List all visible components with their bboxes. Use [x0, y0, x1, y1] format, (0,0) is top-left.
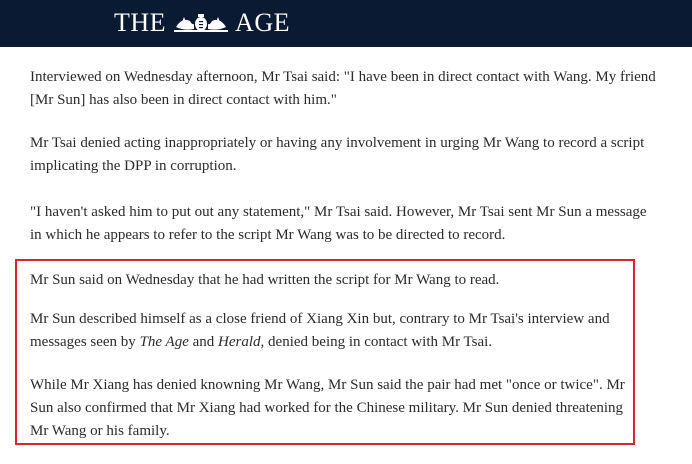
coat-of-arms-icon [172, 11, 230, 35]
paragraph-text-segment: and [188, 334, 219, 350]
masthead-logo[interactable] [114, 8, 290, 38]
article-paragraph: While Mr Xiang has denied knowning Mr Wang, Mr Sun said the pair had met "once or twice". Mr Sun also confirmed that Mr Xiang had worked for the Chinese military. Mr Sun denied threatening Mr Wang or his family. [30, 377, 625, 439]
paragraph-text-segment: , denied being in contact with Mr Tsai. [260, 334, 493, 350]
site-header [0, 0, 692, 47]
highlight-annotation-box [15, 259, 635, 445]
masthead-the: THE [114, 8, 167, 37]
article-paragraph: "I haven't asked him to put out any statement," Mr Tsai said. However, Mr Tsai sent Mr Sun a message in which he appears to refer to the script Mr Wang was to be directed to record. [30, 204, 647, 243]
publication-name: Herald [218, 334, 261, 350]
article-paragraph: Mr Tsai denied acting inappropriately or having any involvement in urging Mr Wang to record a script implicating the DPP in corruption. [30, 135, 645, 174]
paragraph-text-segment: Mr Sun described himself as a close friend of Xiang Xin but, contrary to Mr Tsai's interview and messages seen by [30, 311, 610, 350]
article-paragraph: Mr Sun said on Wednesday that he had written the script for Mr Wang to read. [30, 272, 500, 288]
article-paragraph: Interviewed on Wednesday afternoon, Mr Tsai said: "I have been in direct contact with Wang. My friend [Mr Sun] has also been in direct contact with him." [30, 69, 656, 108]
publication-name: The Age [139, 334, 189, 350]
masthead-age: AGE [235, 8, 290, 37]
